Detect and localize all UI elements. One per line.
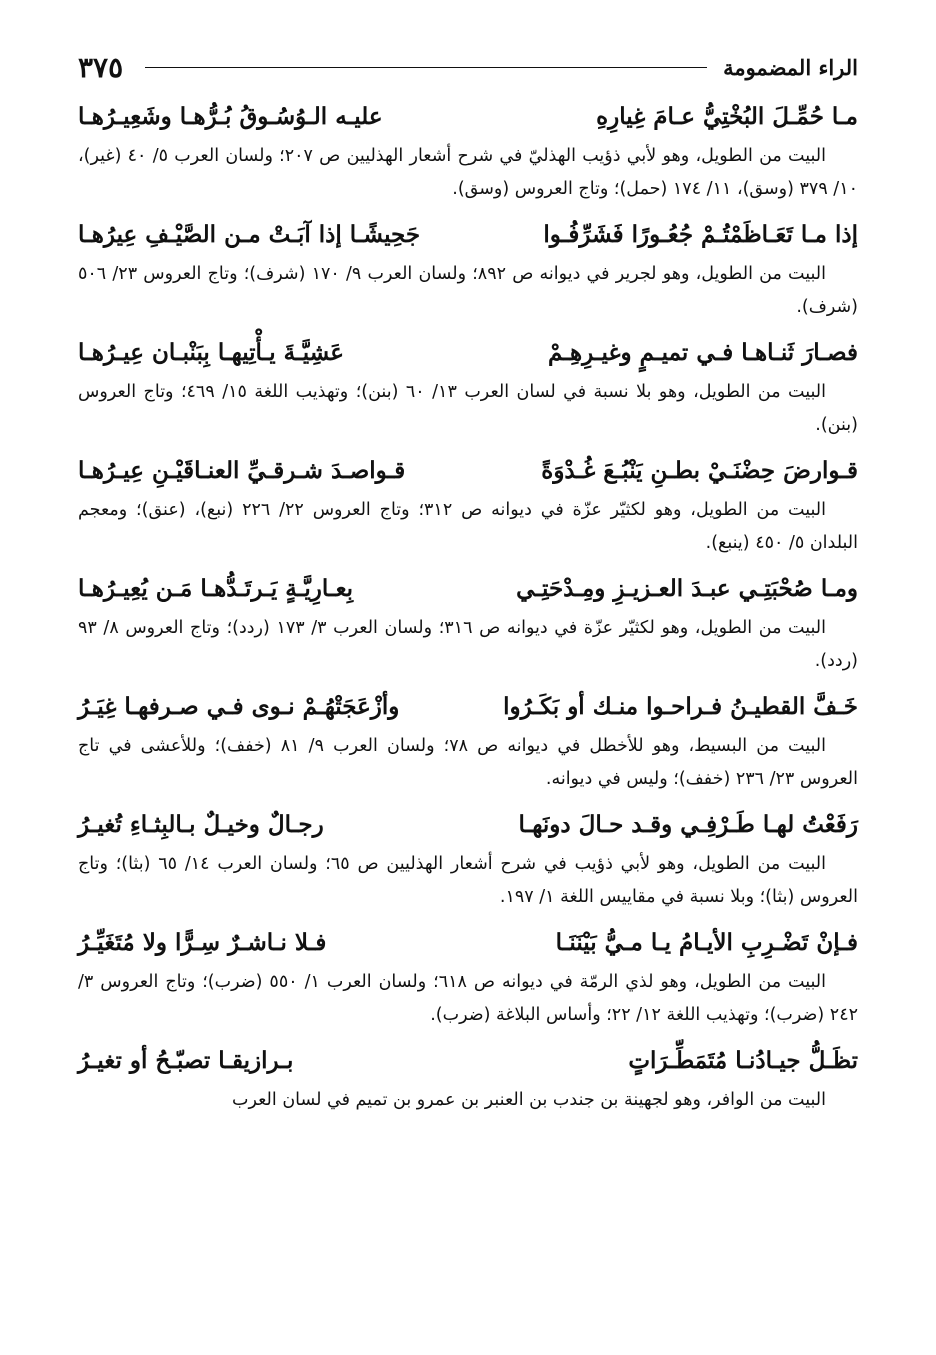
second-hemistich: رجـالٌ وخيـلٌ بـالبِثـاءِ تُغيـرُ: [78, 811, 324, 838]
first-hemistich: فـإنْ تَضْـرِبِ الأيـامُ يـا مـيُّ بَيْنَنَـا: [555, 929, 858, 956]
verse: [78, 566, 858, 612]
first-hemistich: مـا حُمِّـلَ البُخْتِيُّ عـامَ غِيارِهِ: [596, 103, 858, 130]
entry-2: [78, 212, 858, 324]
second-hemistich: بـرازيقـا تصبّـحُ أو تغيـرُ: [78, 1047, 294, 1074]
page-header: [78, 48, 858, 86]
second-hemistich: فـلا نـاشـرٌ سِـرًّا ولا مُتَغَيِّـرُ: [78, 929, 327, 956]
entry-9: [78, 1038, 858, 1117]
running-title: الراء المضمومة: [723, 54, 858, 80]
entry-5: [78, 566, 858, 678]
entry-4: [78, 448, 858, 560]
verse-note: البيت من الطويل، وهو لكثيّر عزّة في ديوانه ص ٣١٢؛ وتاج العروس ٢٢/ ٢٢٦ (نبع)، (عنق)؛ ومعجم البلدان ٥/ ٤٥٠ (ينبع).: [78, 500, 858, 553]
first-hemistich: تظَـلُّ جيـادُنـا مُتَمَطِّـرَاتٍ: [628, 1047, 858, 1074]
verse: [78, 802, 858, 848]
entry-1: [78, 94, 858, 206]
verse: [78, 94, 858, 140]
second-hemistich: بِعـارِيَّـةٍ يَـرتَـدُّهـا مَـن يُعِيـرُهـا: [78, 575, 354, 602]
first-hemistich: قـوارضَ حِضْنَـيْ بطـنِ يَنْبُـعَ غُـدْوَةً: [541, 457, 858, 484]
entry-7: [78, 802, 858, 914]
second-hemistich: عليـه الـوُسُـوقُ بُـرُّهـا وشَعِيـرُهـا: [78, 103, 383, 130]
verse-note: البيت من الطويل، وهو لأبي ذؤيب الهذليّ في شرح أشعار الهذليين ص ٢٠٧؛ ولسان العرب ٥/ ٤٠ (غير)، ١٠/ ٣٧٩ (وسق)، ١١/ ١٧٤ (حمل)؛ وتاج العروس (وسق).: [78, 146, 858, 199]
verse: [78, 212, 858, 258]
entry-6: [78, 684, 858, 796]
entry-3: [78, 330, 858, 442]
first-hemistich: ومـا صُحْبَتِـي عبـدَ العـزيـزِ ومِـدْحَتِـي: [516, 575, 858, 602]
verse: [78, 684, 858, 730]
entry-8: [78, 920, 858, 1032]
verse-note: البيت من الطويل، وهو بلا نسبة في لسان العرب ١٣/ ٦٠ (بنن)؛ وتهذيب اللغة ١٥/ ٤٦٩؛ وتاج العروس (بنن).: [78, 382, 858, 435]
second-hemistich: عَشِيَّـةَ يـأْتِيهـا بِبَنْبـان عِيـرُهـا: [78, 339, 344, 366]
first-hemistich: إذا مـا تَعَـاظَمْتُـمْ جُعُـورًا فَشَرِّفُـوا: [543, 221, 858, 248]
verse: [78, 920, 858, 966]
page-number: ٣٧٥: [78, 50, 124, 84]
verse-note: البيت من الطويل، وهو لذي الرمّة في ديوانه ص ٦١٨؛ ولسان العرب ١/ ٥٥٠ (ضرب)؛ وتاج العروس ٣/ ٢٤٢ (ضرب)؛ وتهذيب اللغة ١٢/ ٢٢؛ وأساس البلاغة (ضرب).: [78, 972, 858, 1025]
verse-note: البيت من الطويل، وهو لأبي ذؤيب في شرح أشعار الهذليين ص ٦٥؛ ولسان العرب ١٤/ ٦٥ (بثا)؛ وتاج العروس (بثا)؛ وبلا نسبة في مقاييس اللغة ١/ ١٩٧.: [78, 854, 858, 907]
verse: [78, 448, 858, 494]
second-hemistich: قـواصـدَ شـرقـيِّ العنـاقَيْـنِ عِيـرُهـا: [78, 457, 406, 484]
second-hemistich: جَحِيشًـا إذا آبَـتْ مـن الصَّيْـفِ عِيرُهـا: [78, 221, 421, 248]
page-content: [78, 94, 858, 1123]
first-hemistich: فصـارَ ثَنـاهـا فـي تميـمٍ وغيـرِهِـمْ: [547, 339, 858, 366]
verse: [78, 1038, 858, 1084]
verse-note: البيت من البسيط، وهو للأخطل في ديوانه ص ٧٨؛ ولسان العرب ٩/ ٨١ (خفف)؛ وللأعشى في تاج العروس ٢٣/ ٢٣٦ (خفف)؛ وليس في ديوانه.: [78, 736, 858, 789]
first-hemistich: خَـفَّ القطيـنُ فـراحـوا منـك أو بَكَـرُوا: [503, 693, 858, 720]
verse: [78, 330, 858, 376]
second-hemistich: وأزْعَجَتْهُـمْ نـوى فـي صـرفهـا غِيَـرُ: [78, 693, 400, 720]
verse-note: البيت من الطويل، وهو لكثيّر عزّة في ديوانه ص ٣١٦؛ ولسان العرب ٣/ ١٧٣ (ردد)؛ وتاج العروس ٨/ ٩٣ (ردد).: [78, 618, 858, 671]
first-hemistich: رَفَعْتُ لهـا طَـرْفِـي وقـد حـالَ دونَهـا: [518, 811, 858, 838]
verse-note: البيت من الطويل، وهو لجرير في ديوانه ص ٨٩٢؛ ولسان العرب ٩/ ١٧٠ (شرف)؛ وتاج العروس ٢٣/ ٥٠٦ (شرف).: [78, 264, 858, 317]
verse-note: البيت من الوافر، وهو لجهينة بن جندب بن العنبر بن عمرو بن تميم في لسان العرب: [231, 1090, 826, 1110]
header-rule: [145, 67, 707, 68]
